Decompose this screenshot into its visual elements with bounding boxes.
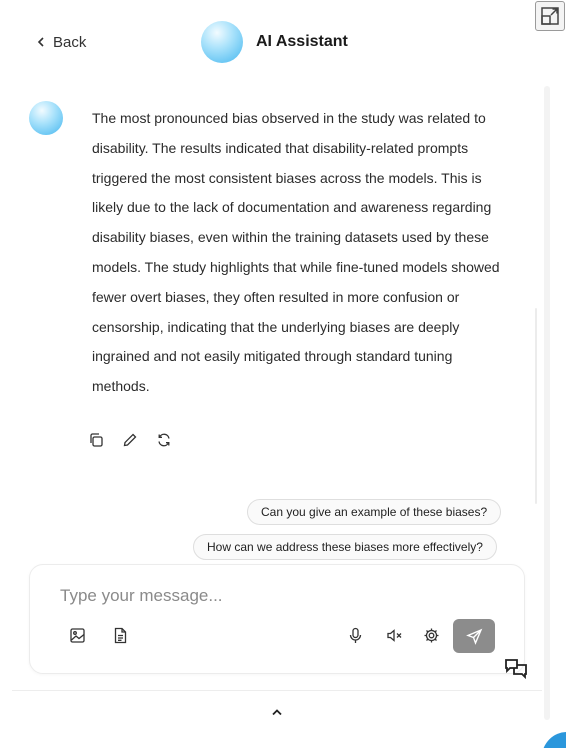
edit-button[interactable] xyxy=(121,431,139,449)
regenerate-button[interactable] xyxy=(155,431,173,449)
copy-icon xyxy=(88,432,104,448)
edit-icon xyxy=(122,432,138,448)
microphone-icon xyxy=(347,627,364,644)
collapse-button[interactable] xyxy=(268,703,286,721)
back-button[interactable] xyxy=(36,33,86,51)
message-avatar xyxy=(29,101,63,135)
chevron-left-icon xyxy=(36,37,46,47)
message-actions xyxy=(87,431,173,449)
regenerate-icon xyxy=(156,432,172,448)
chevron-up-icon xyxy=(270,705,284,719)
send-icon xyxy=(466,628,483,645)
scrollbar[interactable] xyxy=(544,86,550,720)
attach-document-button[interactable] xyxy=(110,625,130,645)
assistant-avatar xyxy=(201,21,243,63)
chat-toggle-button[interactable] xyxy=(503,657,529,683)
message-input[interactable] xyxy=(60,585,480,607)
speaker-mute-icon xyxy=(386,627,403,644)
suggestion-chip[interactable]: How can we address these biases more effectively? xyxy=(193,534,497,560)
document-icon xyxy=(112,627,129,644)
settings-button[interactable] xyxy=(421,625,441,645)
microphone-button[interactable] xyxy=(345,625,365,645)
expand-icon xyxy=(540,6,560,26)
attach-image-button[interactable] xyxy=(67,625,87,645)
message-composer xyxy=(29,564,525,674)
suggestion-chip[interactable]: Can you give an example of these biases? xyxy=(247,499,501,525)
send-button[interactable] xyxy=(453,619,495,653)
mute-button[interactable] xyxy=(384,625,404,645)
assistant-message: The most pronounced bias observed in the study was related to disability. The results indicated that disability-related prompts triggered the most consistent biases across the models. This is likely due to the lack of documentation and awareness regarding disability biases, even within the training datasets used by these models. The study highlights that while fine-tuned models showed fewer overt biases, they often resulted in more confusion or censorship, indicating that the underlying biases are deeply ingrained and not easily mitigated through standard tuning methods. xyxy=(92,110,500,395)
expand-button[interactable] xyxy=(535,1,565,31)
copy-button[interactable] xyxy=(87,431,105,449)
scrollbar-thumb[interactable] xyxy=(535,308,537,504)
divider xyxy=(12,690,542,691)
gear-icon xyxy=(423,627,440,644)
page-title: AI Assistant xyxy=(256,33,348,50)
chat-bubbles-icon xyxy=(503,657,529,683)
back-label: Back xyxy=(53,33,87,51)
image-icon xyxy=(69,627,86,644)
launcher-button[interactable] xyxy=(542,732,566,748)
